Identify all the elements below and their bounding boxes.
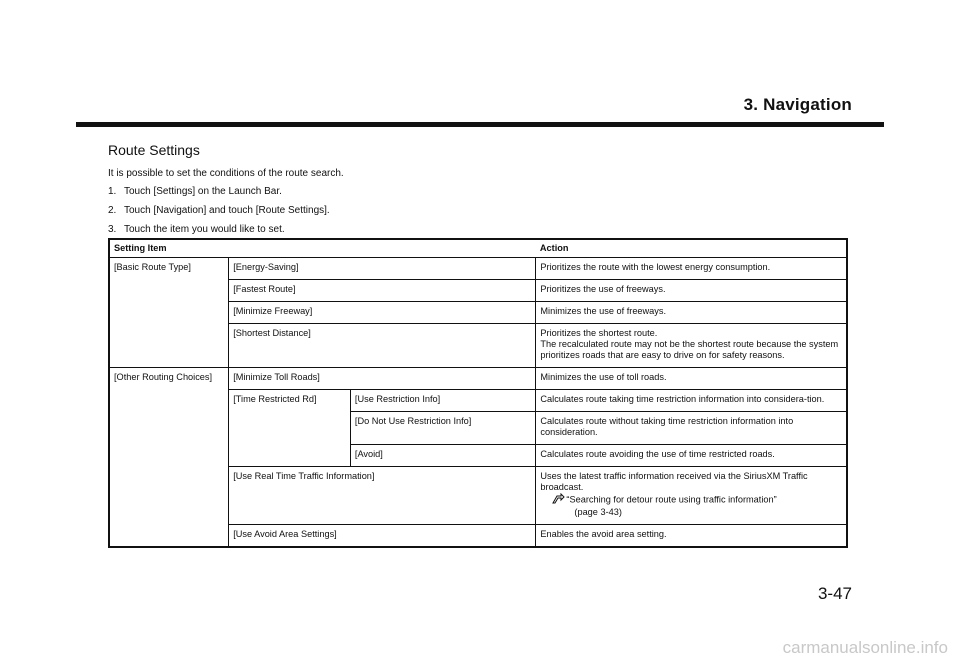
step-text: Touch the item you would like to set. bbox=[124, 224, 285, 235]
page-number: 3-47 bbox=[817, 584, 852, 603]
header-rule bbox=[76, 122, 884, 127]
sub-setting-item: [Do Not Use Restriction Info] bbox=[350, 412, 535, 445]
section-heading: Route Settings bbox=[108, 142, 200, 158]
action-line: Uses the latest traffic information received via the SiriusXM Traffic broadcast. bbox=[540, 471, 808, 492]
step-item bbox=[108, 205, 330, 224]
setting-action: Enables the avoid area setting. bbox=[536, 525, 847, 548]
header-action: Action bbox=[536, 239, 847, 258]
table-row bbox=[109, 258, 847, 280]
intro-text: It is possible to set the conditions of the route search. bbox=[108, 168, 344, 179]
step-text: Touch [Settings] on the Launch Bar. bbox=[124, 186, 282, 197]
setting-action: Prioritizes the route with the lowest energy consumption. bbox=[536, 258, 847, 280]
setting-item: [Time Restricted Rd] bbox=[229, 390, 351, 467]
group-basic-route-type: [Basic Route Type] bbox=[109, 258, 229, 368]
table-header-row bbox=[109, 239, 847, 258]
step-number: 1. bbox=[108, 186, 117, 197]
action-line: Prioritizes the shortest route. bbox=[540, 328, 658, 338]
chapter-title: 3. Navigation bbox=[743, 95, 852, 114]
setting-item: [Energy-Saving] bbox=[229, 258, 536, 280]
setting-action: Minimizes the use of freeways. bbox=[536, 302, 847, 324]
step-number: 3. bbox=[108, 224, 117, 235]
setting-item: [Minimize Freeway] bbox=[229, 302, 536, 324]
group-other-routing-choices: [Other Routing Choices] bbox=[114, 372, 213, 382]
setting-action bbox=[536, 467, 847, 525]
table-row bbox=[109, 368, 847, 390]
setting-action bbox=[536, 324, 847, 368]
setting-item: [Use Avoid Area Settings] bbox=[229, 525, 536, 548]
step-text: Touch [Navigation] and touch [Route Settings]. bbox=[124, 205, 330, 216]
reference-arrow-icon bbox=[552, 493, 566, 507]
step-item bbox=[108, 186, 330, 205]
step-number: 2. bbox=[108, 205, 117, 216]
action-note: The recalculated route may not be the shortest route because the system prioritizes roads that are easy to drive on for safety reasons. bbox=[540, 339, 839, 360]
setting-item: [Use Real Time Traffic Information] bbox=[229, 467, 536, 525]
setting-action: Prioritizes the use of freeways. bbox=[536, 280, 847, 302]
setting-item: [Shortest Distance] bbox=[229, 324, 536, 368]
header-setting-item: Setting Item bbox=[109, 239, 536, 258]
sub-setting-item: [Avoid] bbox=[350, 445, 535, 467]
setting-item: [Fastest Route] bbox=[229, 280, 536, 302]
step-list bbox=[108, 186, 330, 243]
setting-item: [Minimize Toll Roads] bbox=[229, 368, 536, 390]
setting-action: Calculates route taking time restriction information into considera-tion. bbox=[536, 390, 847, 412]
reference-text: “Searching for detour route using traffic information” bbox=[566, 494, 777, 505]
sub-setting-item: [Use Restriction Info] bbox=[350, 390, 535, 412]
reference-page: (page 3-43) bbox=[574, 507, 622, 517]
setting-action: Calculates route avoiding the use of time restricted roads. bbox=[536, 445, 847, 467]
setting-action: Calculates route without taking time restriction information into consideration. bbox=[536, 412, 847, 445]
page-reference bbox=[540, 493, 842, 507]
setting-action: Minimizes the use of toll roads. bbox=[536, 368, 847, 390]
route-settings-table bbox=[108, 238, 848, 548]
watermark: carmanualsonline.info bbox=[782, 638, 948, 657]
